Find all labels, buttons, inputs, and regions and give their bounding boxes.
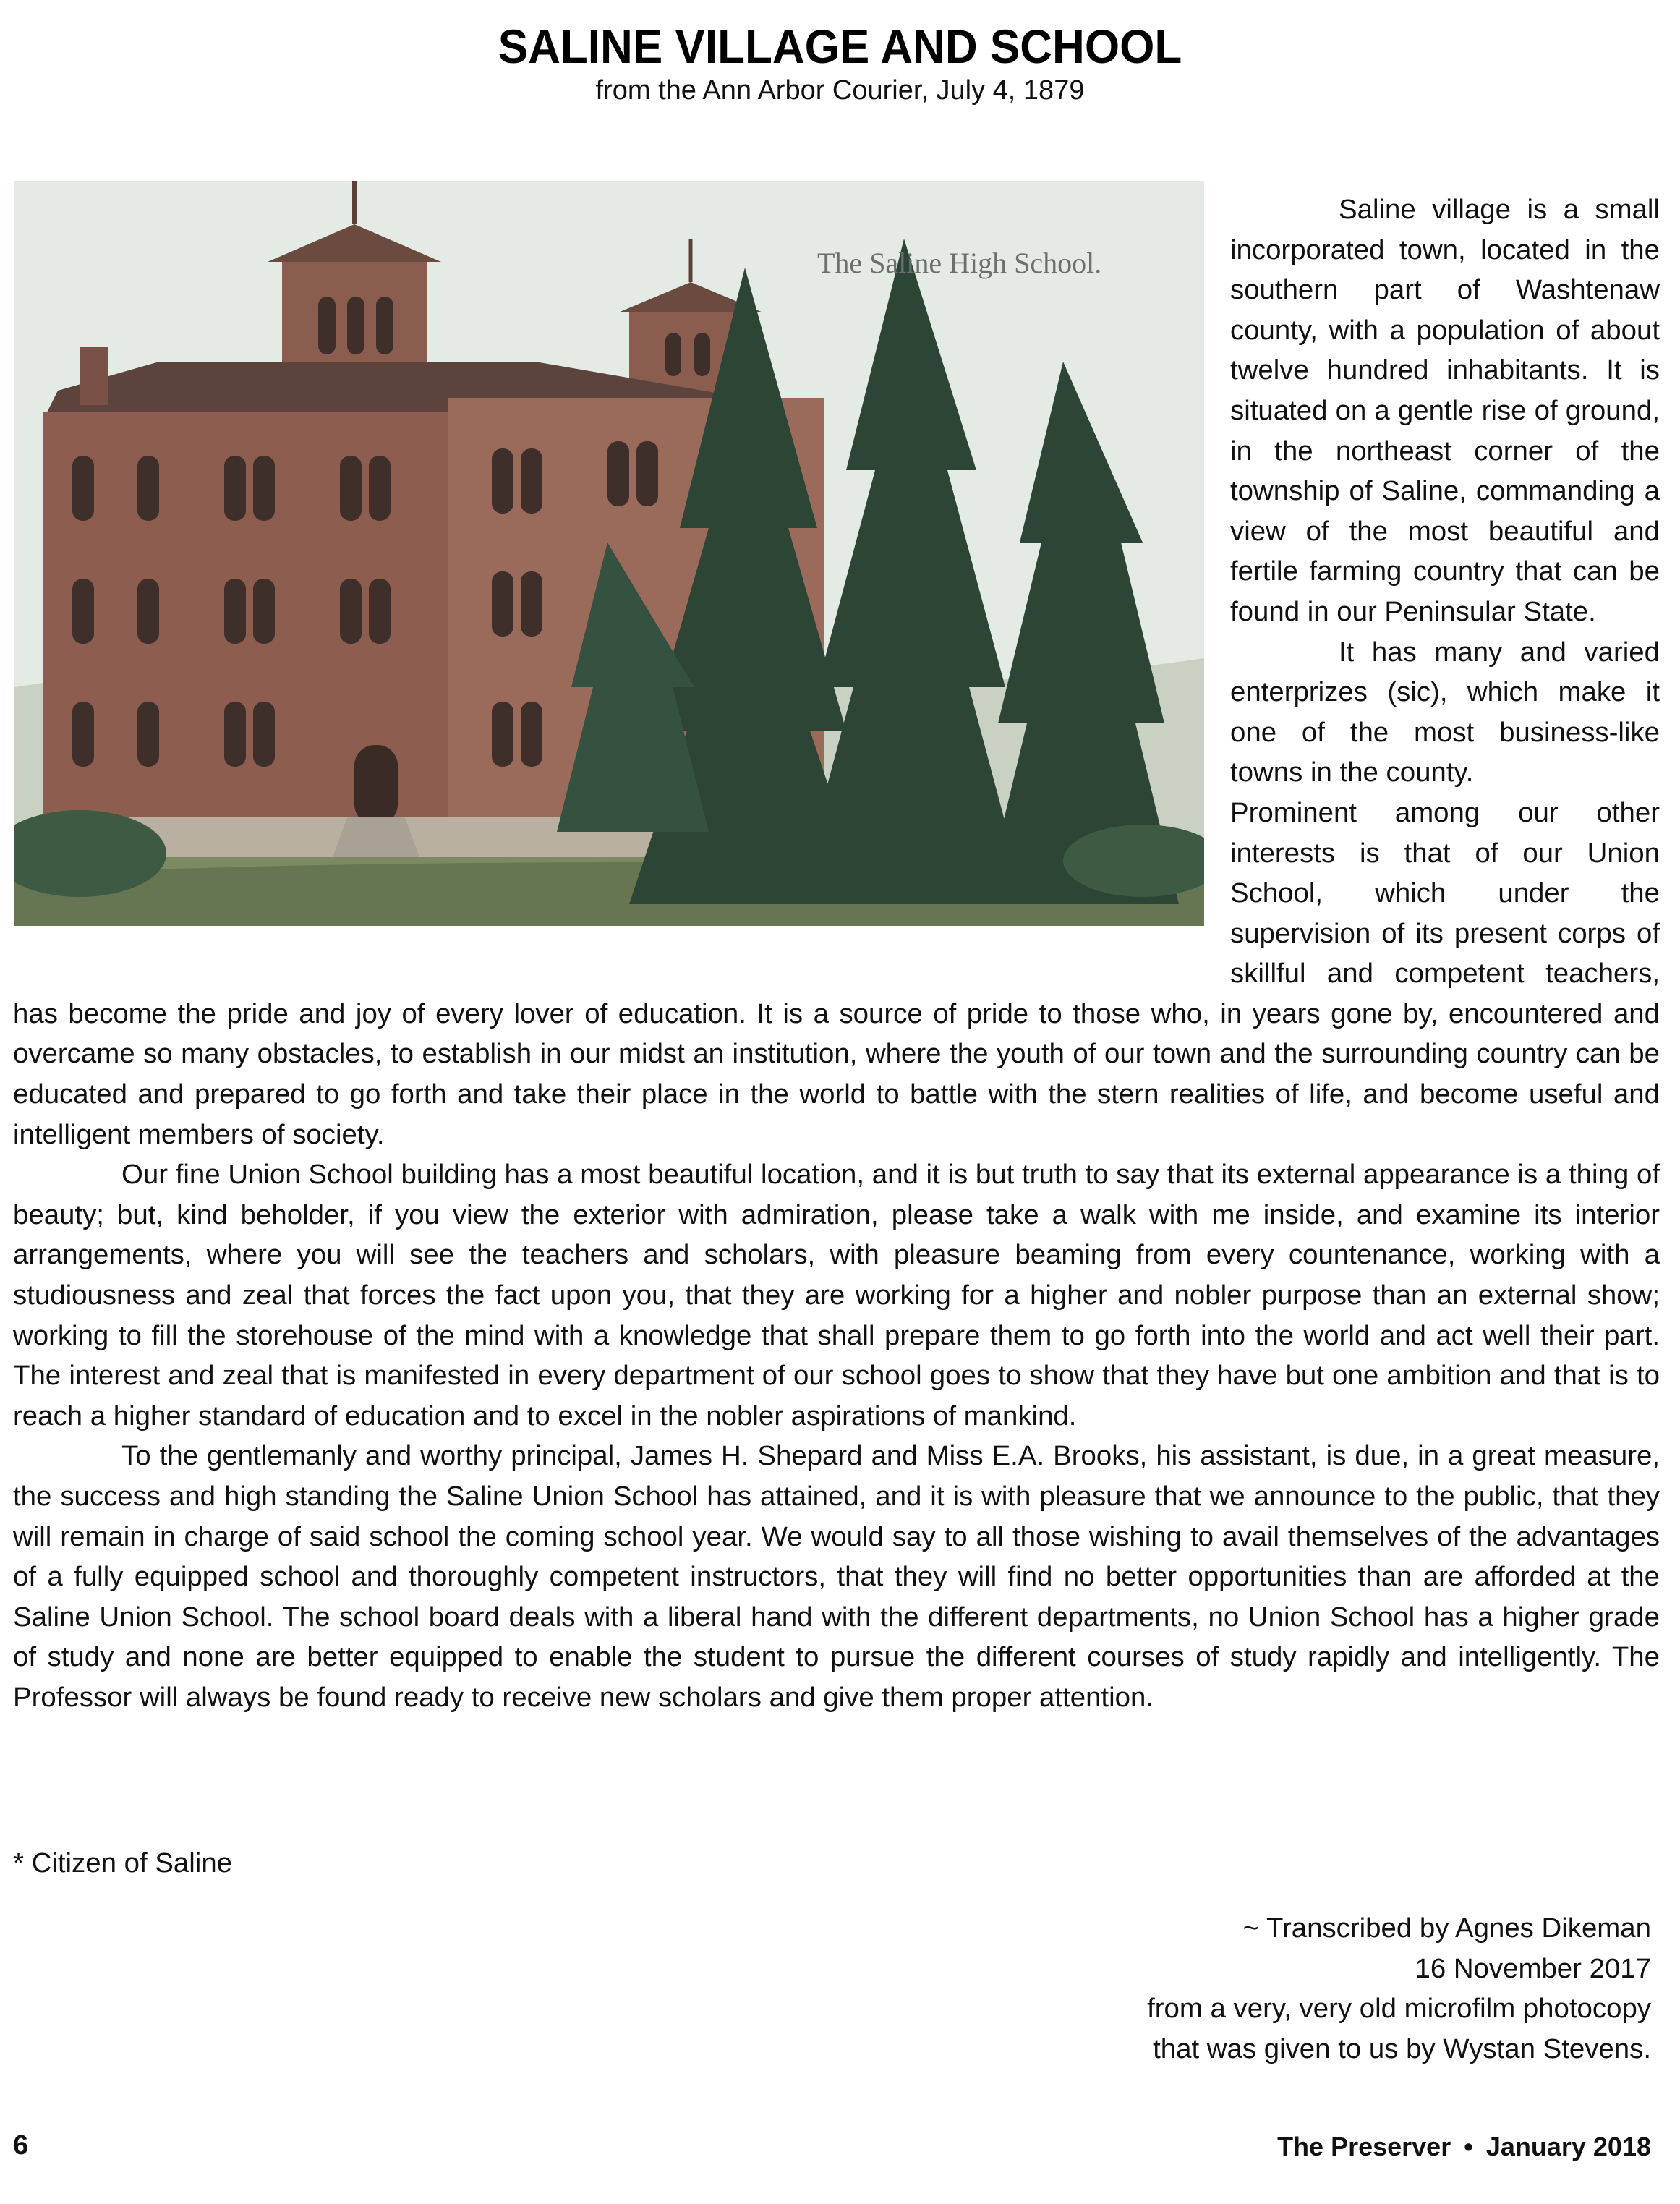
page-title: SALINE VILLAGE AND SCHOOL [498,20,1182,73]
signature-note: * Citizen of Saline [13,1847,233,1878]
article-paragraph: Prominent among our other interests is that of our Union School, which under the supervision of its present corps of skillful and competent teachers, has become the pride and joy of every lover of education. It is a source of pride to those who, in years gone by, encountered and overcame so many obstacles, to establish in our midst an institution, where the youth of our town and the surrounding country can be educated and prepared to go forth and take their place in the world to battle with the stern realities of life, and become useful and intelligent members of society. [13,796,1660,1150]
transcription-credit [1147,1908,1651,2069]
article-paragraph: Saline village is a small incorporated town, located in the southern part of Washtenaw county, with a population of about twelve hundred inhabitants. It is situated on a gentle rise of ground, in the northeast corner of the township of Saline, commanding a view of the most beautiful and fertile farming country that can be found in our Peninsular State. [1230,194,1660,627]
credit-line: ~ Transcribed by Agnes Dikeman [1242,1912,1651,1944]
article-paragraph: To the gentlemanly and worthy principal, James H. Shepard and Miss E.A. Brooks, his assistant, is due, in a great measure, the success and high standing the Saline Union School has attained, and it is with pleasure that we announce to the public, that they will remain in charge of said school the coming school year. We would say to all those wishing to avail themselves of the advantages of a fully equipped school and thoroughly competent instructors, that they will find no better opportunities than are afforded at the Saline Union School. The school board deals with a liberal hand with the different departments, no Union School has a higher grade of study and none are better equipped to enable the student to pursue the different courses of study rapidly and intelligently. The Professor will always be found ready to receive new scholars and give them proper attention. [13,1440,1660,1713]
page-subtitle: from the Ann Arbor Courier, July 4, 1879 [595,75,1085,106]
article-paragraph: It has many and varied enterprizes (sic), which make it one of the most business-like towns in the county. [1230,636,1660,788]
publication-issue: January 2018 [1485,2132,1651,2161]
credit-line: from a very, very old microfilm photocopy [1147,1993,1651,2025]
page-number: 6 [13,2130,29,2161]
publication-name: The Preserver [1277,2132,1451,2161]
photo-spacer [13,190,1230,962]
footer-separator: • [1464,2132,1473,2161]
photo-caption: The Saline High School. [817,247,1102,279]
article-body [13,190,1660,1718]
credit-line: 16 November 2017 [1415,1952,1651,1984]
credit-line: that was given to us by Wystan Stevens. [1153,2033,1651,2064]
article-paragraph: Our fine Union School building has a most beautiful location, and it is but truth to say that its external appearance is a thing of beauty; but, kind beholder, if you view the exterior with admiration, please take a walk with me inside, and examine its interior arrangements, where you will see the teachers and scholars, with pleasure beaming from every countenance, working with a studiousness and zeal that forces the fact upon you, that they are working for a higher and nobler purpose than an external show; working to fill the storehouse of the mind with a knowledge that shall prepare them to go forth into the world and act well their part. The interest and zeal that is manifested in every department of our school goes to show that they have but one ambition and that is to reach a higher standard of education and to excel in the nobler aspirations of mankind. [13,1159,1660,1431]
publication-footer [1277,2132,1651,2162]
